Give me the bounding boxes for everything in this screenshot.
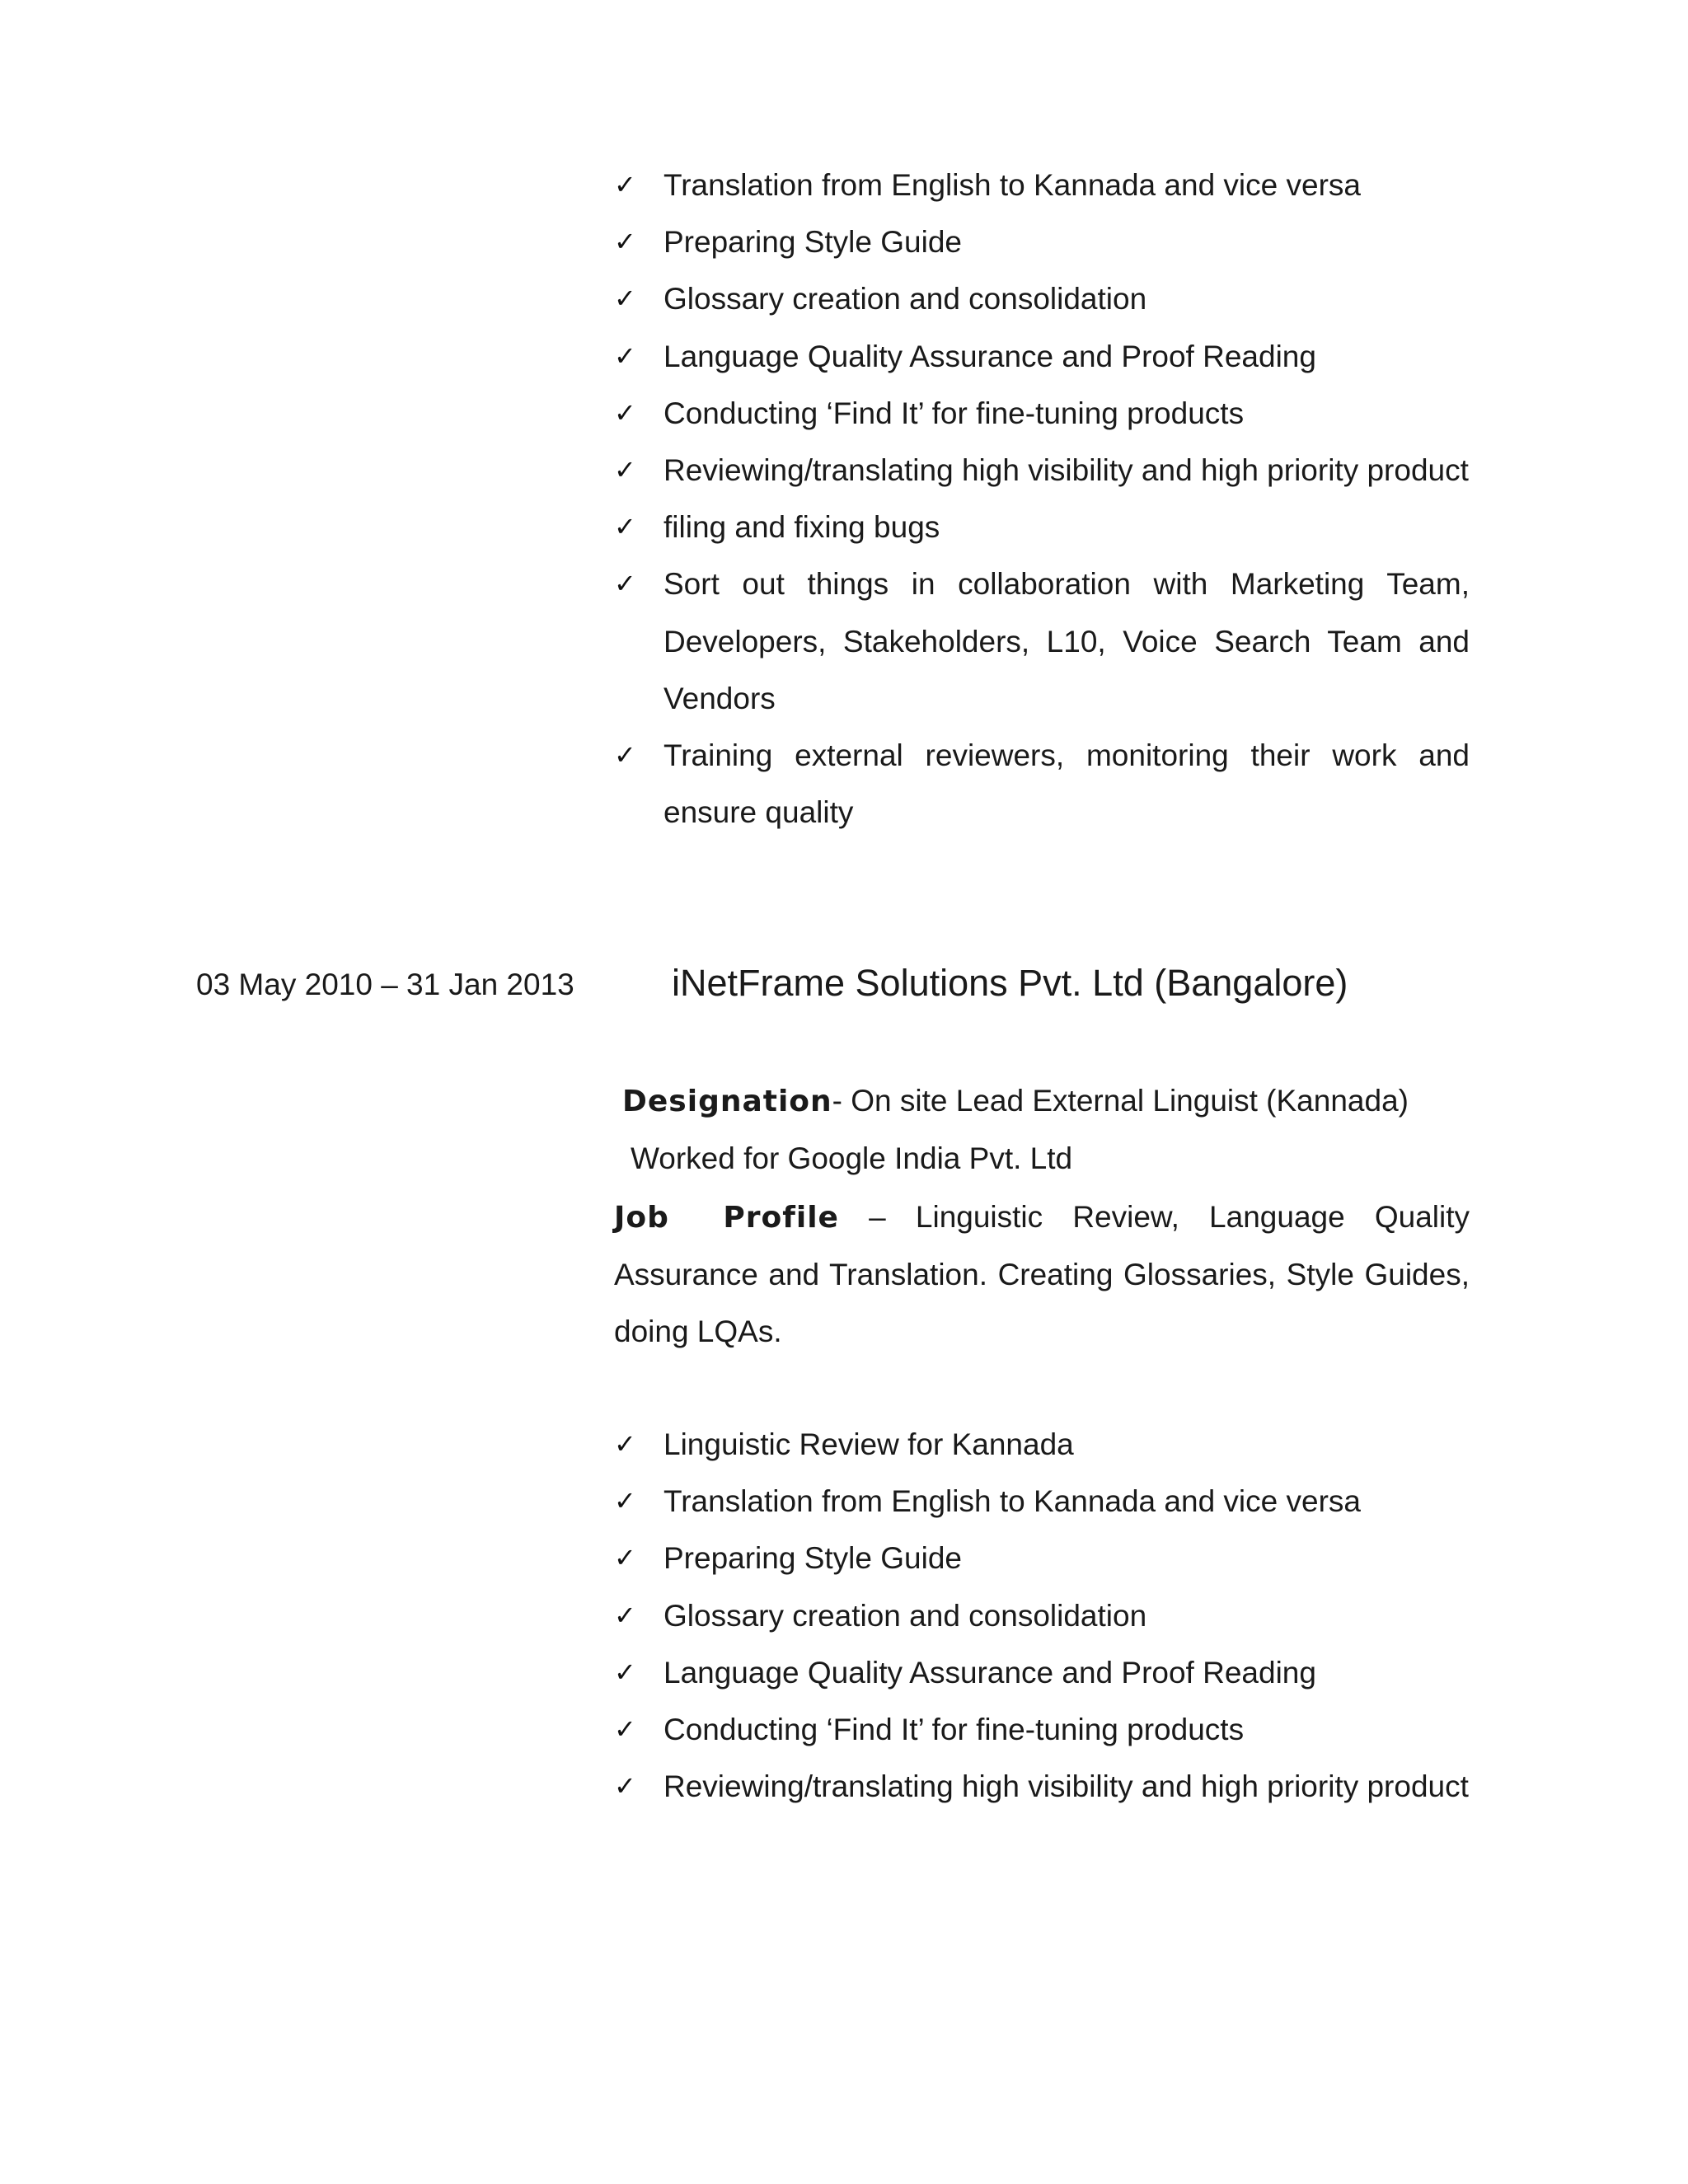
check-mark-icon: ✓ xyxy=(614,1485,636,1517)
check-mark-icon: ✓ xyxy=(614,1656,636,1688)
list-item: ✓ Conducting ‘Find It’ for fine-tuning products xyxy=(614,385,1470,442)
check-mark-icon: ✓ xyxy=(614,454,636,486)
list-item: ✓ Preparing Style Guide xyxy=(614,1530,1470,1586)
check-mark-icon: ✓ xyxy=(614,396,636,429)
check-mark-icon: ✓ xyxy=(614,511,636,543)
check-mark-icon: ✓ xyxy=(614,739,636,771)
check-mark-icon: ✓ xyxy=(614,1599,636,1631)
designation-label: Designation xyxy=(622,1085,832,1118)
check-mark-icon: ✓ xyxy=(614,283,636,315)
check-mark-icon: ✓ xyxy=(614,568,636,600)
employment-dates: 03 May 2010 – 31 Jan 2013 xyxy=(196,968,574,1001)
list-item: ✓ Glossary creation and consolidation xyxy=(614,270,1470,327)
check-mark-icon: ✓ xyxy=(614,1542,636,1574)
company-name: iNetFrame Solutions Pvt. Ltd (Bangalore) xyxy=(672,962,1348,1004)
list-item: ✓ Glossary creation and consolidation xyxy=(614,1587,1470,1644)
check-mark-icon: ✓ xyxy=(614,1713,636,1746)
list-item: ✓ Translation from English to Kannada and vice versa xyxy=(614,1473,1470,1530)
list-item: ✓ Linguistic Review for Kannada xyxy=(614,1416,1470,1473)
check-mark-icon: ✓ xyxy=(614,226,636,258)
list-item: ✓ Conducting ‘Find It’ for fine-tuning products xyxy=(614,1701,1470,1758)
check-mark-icon: ✓ xyxy=(614,1428,636,1460)
designation xyxy=(622,1076,1409,1127)
responsibilities-list-top xyxy=(614,157,1470,841)
designation-text: - On site Lead External Linguist (Kannada) xyxy=(832,1084,1409,1118)
check-mark-icon: ✓ xyxy=(614,1770,636,1802)
check-mark-icon: ✓ xyxy=(614,340,636,372)
list-item: ✓ Reviewing/translating high visibility and high priority product xyxy=(614,442,1470,499)
list-item: ✓ Translation from English to Kannada and vice versa xyxy=(614,157,1470,213)
list-item: ✓ Language Quality Assurance and Proof Reading xyxy=(614,1644,1470,1701)
list-item: ✓ Preparing Style Guide xyxy=(614,213,1470,270)
list-item: ✓ Sort out things in collaboration with Marketing Team, Developers, Stakeholders, L10, Voice Search Team and Vendors xyxy=(614,555,1470,727)
job-profile-text: – Linguistic Review, Language Quality Assurance and Translation. Creating Glossaries, Style Guides, doing LQAs. xyxy=(614,1200,1470,1349)
job-profile xyxy=(614,1188,1470,1361)
job-profile-label: Job Profile xyxy=(614,1201,839,1235)
list-item: ✓ Reviewing/translating high visibility and high priority product xyxy=(614,1758,1470,1815)
check-mark-icon: ✓ xyxy=(614,169,636,200)
list-item: ✓ Language Quality Assurance and Proof Reading xyxy=(614,328,1470,385)
list-item: ✓ filing and fixing bugs xyxy=(614,499,1470,555)
worked-for: Worked for Google India Pvt. Ltd xyxy=(631,1141,1073,1175)
responsibilities-list-bottom xyxy=(614,1416,1470,1815)
list-item: ✓ Training external reviewers, monitoring their work and ensure quality xyxy=(614,727,1470,841)
